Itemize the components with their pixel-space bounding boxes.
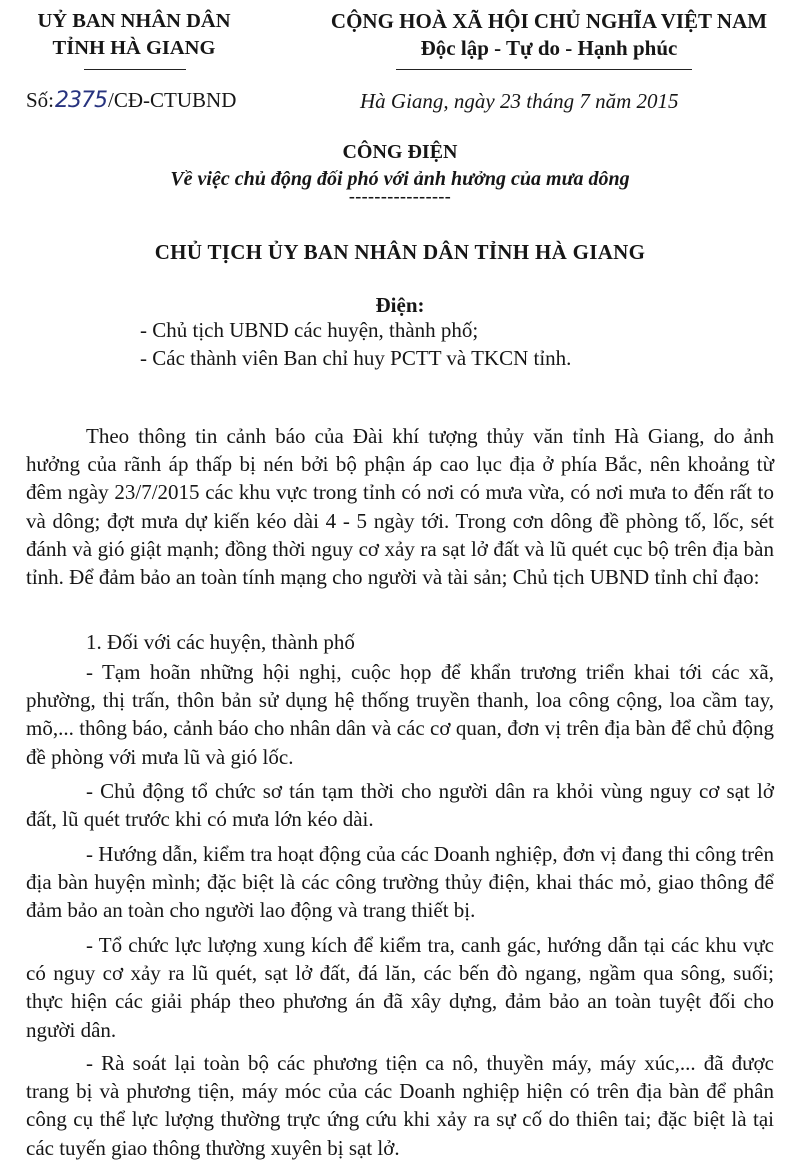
directive-item: - Rà soát lại toàn bộ các phương tiện ca nô, thuyền máy, máy xúc,... đã được trang bị và phương tiện, máy móc của các Doanh nghiệp hiện có trên địa bàn để phân công cụ thể lực lượng thường trực ứng cứu khi xảy ra sự cố do thiên tai; đặc biệt là tại các tuyến giao thông thường xuyên bị sạt lở. — [26, 1051, 774, 1160]
date-line: Hà Giang, ngày 23 tháng 7 năm 2015 — [360, 89, 679, 113]
doc-number-suffix: /CĐ-CTUBND — [108, 88, 237, 112]
motto: Độc lập - Tự do - Hạnh phúc — [420, 36, 678, 60]
issuing-agency — [14, 8, 254, 62]
national-motto — [304, 8, 794, 62]
agency-line-2: TỈNH HÀ GIANG — [52, 37, 216, 59]
doc-number-handwritten: 2375 — [55, 88, 108, 113]
recipient-item: - Các thành viên Ban chỉ huy PCTT và TKCN tỉnh. — [140, 346, 572, 370]
directive-item: - Tổ chức lực lượng xung kích để kiểm tra, canh gác, hướng dẫn tại các khu vực có nguy cơ xảy ra lũ quét, sạt lở đất, đá lăn, các bến đò ngang, ngầm qua sông, suối; thực hiện các giải pháp theo phương án đã xây dựng, đảm bảo an toàn tuyệt đối cho người dân. — [26, 933, 774, 1042]
issuer-heading: CHỦ TỊCH ỦY BAN NHÂN DÂN TỈNH HÀ GIANG — [154, 240, 646, 264]
motto-underline — [396, 69, 692, 70]
recipients-label: Điện: — [375, 293, 425, 317]
section-heading: 1. Đối với các huyện, thành phố — [86, 630, 355, 654]
document-subtitle: Về việc chủ động đối phó với ảnh hưởng của mưa dông — [170, 168, 630, 190]
directive-item: - Hướng dẫn, kiểm tra hoạt động của các Doanh nghiệp, đơn vị đang thi công trên địa bàn huyện mình; đặc biệt là các công trường thủy điện, khai thác mỏ, giao thông để đảm bảo an toàn cho người lao động và trang thiết bị. — [26, 842, 774, 923]
directive-item: - Chủ động tổ chức sơ tán tạm thời cho người dân ra khỏi vùng nguy cơ sạt lở đất, lũ quét trước khi có mưa lớn kéo dài. — [26, 779, 774, 832]
doc-number-prefix: Số: — [26, 88, 55, 112]
country-name: CỘNG HOÀ XÃ HỘI CHỦ NGHĨA VIỆT NAM — [330, 9, 768, 33]
intro-paragraph: Theo thông tin cảnh báo của Đài khí tượng thủy văn tỉnh Hà Giang, do ảnh hưởng của rãnh áp thấp bị nén bởi bộ phận áp cao lục địa ở phía Bắc, nên khoảng từ đêm ngày 23/7/2015 các khu vực trong tỉnh có nơi có mưa vừa, có nơi mưa to đến rất to và dông; đợt mưa dự kiến kéo dài 4 - 5 ngày tới. Trong cơn dông đề phòng tố, lốc, sét đánh và gió giật mạnh; đồng thời nguy cơ xảy ra sạt lở đất và lũ quét cục bộ trên địa bàn tỉnh. Để đảm bảo an toàn tính mạng cho người và tài sản; Chủ tịch UBND tỉnh chỉ đạo: — [26, 424, 774, 590]
directive-item: - Tạm hoãn những hội nghị, cuộc họp để khẩn trương triển khai tới các xã, phường, thị trấn, thôn bản sử dụng hệ thống truyền thanh, loa công cộng, loa cầm tay, mõ,... thông báo, cảnh báo cho nhân dân và các cơ quan, đơn vị trên địa bàn để chủ động đề phòng với mưa lũ và gió lốc. — [26, 660, 774, 769]
separator: ---------------- — [348, 186, 452, 206]
recipient-item: - Chủ tịch UBND các huyện, thành phố; — [140, 318, 479, 342]
document-title: CÔNG ĐIỆN — [342, 141, 458, 163]
document-number — [26, 88, 236, 113]
agency-line-1: UỶ BAN NHÂN DÂN — [37, 10, 231, 32]
agency-underline — [84, 69, 186, 70]
